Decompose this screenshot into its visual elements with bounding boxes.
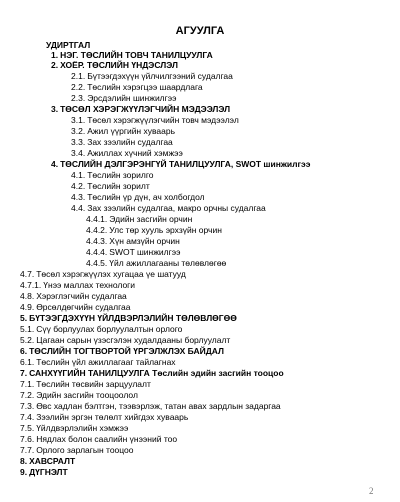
- toc-entry-text: Төслийн зорилго: [87, 170, 154, 180]
- toc-entry-number: 2.3.: [71, 93, 86, 103]
- toc-entry-number: 5.2.: [20, 335, 35, 345]
- toc-entry[interactable]: [71, 192, 205, 202]
- toc-entry[interactable]: [20, 401, 281, 411]
- toc-entry-number: 3.: [51, 104, 59, 114]
- toc-entry[interactable]: [51, 159, 310, 169]
- toc-entry-text: Нядлах болон саалийн үнээний тоо: [36, 434, 178, 444]
- toc-entry[interactable]: [51, 50, 213, 60]
- toc-entry[interactable]: [20, 302, 130, 312]
- toc-entry-text: УДИРТГАЛ: [46, 40, 91, 50]
- toc-entry-text: ХОЁР. ТӨСЛИЙН ҮНДЭСЛЭЛ: [60, 60, 178, 70]
- toc-entry[interactable]: [71, 203, 266, 213]
- toc-entry-text: Эдийн засгийн орчин: [109, 214, 193, 224]
- toc-entry-number: 9.: [20, 467, 28, 477]
- toc-entry-text: Өрсөлдөгчийн судалгаа: [36, 302, 131, 312]
- toc-entry-text: Үйлдвэрлэлийн хэмжээ: [36, 423, 129, 433]
- toc-entry[interactable]: [20, 280, 135, 290]
- toc-entry-number: 4.4.5.: [86, 258, 108, 268]
- toc-entry[interactable]: [86, 236, 180, 246]
- toc-entry[interactable]: [51, 60, 178, 70]
- toc-entry[interactable]: [71, 115, 239, 125]
- toc-entry[interactable]: [20, 368, 284, 378]
- toc-entry-number: 4.4.4.: [86, 247, 108, 257]
- toc-entry-number: 4.1.: [71, 170, 86, 180]
- toc-entry-number: 3.4.: [71, 148, 86, 158]
- toc-entry-number: 1.: [51, 50, 59, 60]
- toc-entry-number: 2.: [51, 60, 59, 70]
- toc-entry[interactable]: [71, 170, 153, 180]
- toc-entry-text: Төслийн хэрэгцээ шаардлага: [87, 82, 203, 92]
- toc-entry[interactable]: [20, 313, 237, 323]
- toc-entry[interactable]: [20, 434, 177, 444]
- toc-entry-number: 7.2.: [20, 390, 35, 400]
- toc-entry-number: 4.4.2.: [86, 225, 108, 235]
- toc-entry[interactable]: [86, 247, 180, 257]
- toc-entry-text: ТӨСӨЛ ХЭРЭГЖҮҮЛЭГЧИЙН МЭДЭЭЛЭЛ: [60, 104, 231, 114]
- toc-entry[interactable]: [71, 148, 183, 158]
- toc-entry-number: 8.: [20, 456, 28, 466]
- toc-entry-number: 7.5.: [20, 423, 35, 433]
- toc-entry-text: ДҮГНЭЛТ: [29, 467, 68, 477]
- toc-entry-number: 4.4.1.: [86, 214, 108, 224]
- toc-entry-text: Сүү борлуулах борлуулалтын орлого: [36, 324, 183, 334]
- toc-entry-number: 4.8.: [20, 291, 35, 301]
- toc-entry[interactable]: [20, 412, 188, 422]
- toc-entry-text: Хэрэглэгчийн судалгаа: [36, 291, 127, 301]
- toc-entry-number: 4.: [51, 159, 59, 169]
- toc-entry-text: Ажил үүргийн хуваарь: [87, 126, 176, 136]
- toc-entry-text: Бүтээгдэхүүн үйлчилгээний судалгаа: [87, 71, 233, 81]
- toc-entry-text: ТӨСЛИЙН ДЭЛГЭРЭНГҮЙ ТАНИЛЦУУЛГА, SWOT шинжилгээ: [60, 159, 311, 169]
- toc-entry[interactable]: [71, 137, 173, 147]
- toc-entry-number: 4.4.3.: [86, 236, 108, 246]
- toc-entry-text: Өвс хадлан бэлтгэн, тээвэрлэж, татан авах зардлын задаргаа: [36, 401, 281, 411]
- toc-entry[interactable]: [20, 445, 134, 455]
- toc-entry[interactable]: [71, 82, 203, 92]
- toc-entry-text: Орлого зарлагын тооцоо: [36, 445, 134, 455]
- toc-entry-number: 7.: [20, 368, 28, 378]
- toc-entry[interactable]: [20, 324, 182, 334]
- toc-entry-number: 2.2.: [71, 82, 86, 92]
- toc-entry-text: БҮТЭЭГДЭХҮҮН ҮЙЛДВЭРЛЭЛИЙН ТӨЛӨВЛӨГӨӨ: [29, 313, 237, 323]
- toc-entry[interactable]: [71, 126, 175, 136]
- toc-entry[interactable]: [20, 390, 138, 400]
- toc-entry-number: 7.7.: [20, 445, 35, 455]
- toc-entry-number: 7.6.: [20, 434, 35, 444]
- toc-entry-number: 5.1.: [20, 324, 35, 334]
- toc-entry-number: 3.2.: [71, 126, 86, 136]
- toc-entry-number: 6.1.: [20, 357, 35, 367]
- toc-entry-number: 4.7.1.: [20, 280, 42, 290]
- toc-entry-number: 3.1.: [71, 115, 86, 125]
- toc-entry-number: 4.2.: [71, 181, 86, 191]
- toc-entry-text: Төсөл хэрэгжүүлэгчийн товч мэдээлэл: [87, 115, 239, 125]
- toc-entry[interactable]: [20, 379, 151, 389]
- toc-entry-text: Зээлийн эргэн төлөлт хийгдэх хуваарь: [36, 412, 189, 422]
- toc-entry-text: НЭГ. ТӨСЛИЙН ТОВЧ ТАНИЛЦУУЛГА: [60, 50, 213, 60]
- toc-entry-text: Цагаан сарын үзэсгэлэн худалдааны борлуулалт: [36, 335, 231, 345]
- toc-entry-text: Ажиллах хүчний хэмжээ: [87, 148, 183, 158]
- toc-entry-text: ХАВСРАЛТ: [29, 456, 76, 466]
- toc-entry[interactable]: [20, 456, 75, 466]
- toc-entry-text: Зах зээлийн судалгаа, макро орчны судалгаа: [87, 203, 266, 213]
- toc-entry-text: Зах зээлийн судалгаа: [87, 137, 173, 147]
- toc-entry[interactable]: [46, 40, 90, 50]
- toc-entry-text: Үйл ажиллагааны төлөвлөгөө: [109, 258, 227, 268]
- toc-entry-text: Хүн амзүйн орчин: [109, 236, 180, 246]
- toc-entry-number: 4.9.: [20, 302, 35, 312]
- toc-entry-number: 6.: [20, 346, 28, 356]
- toc-entry-number: 4.7.: [20, 269, 35, 279]
- toc-entry-number: 4.3.: [71, 192, 86, 202]
- toc-entry-text: ТӨСЛИЙН ТОГТВОРТОЙ ҮРГЭЛЖЛЭХ БАЙДАЛ: [29, 346, 224, 356]
- toc-entry[interactable]: [86, 258, 226, 268]
- page-number: 2: [369, 486, 374, 496]
- toc-entry[interactable]: [86, 214, 192, 224]
- toc-entry-number: 7.1.: [20, 379, 35, 389]
- toc-entry[interactable]: [71, 181, 150, 191]
- toc-entry-text: Төсөл хэрэгжүүлэх хугацаа үе шатууд: [36, 269, 186, 279]
- toc-entry[interactable]: [20, 346, 224, 356]
- toc-entry[interactable]: [20, 423, 128, 433]
- toc-title: АГУУЛГА: [175, 25, 225, 37]
- toc-entry-text: Улс төр хууль эрхзүйн орчин: [109, 225, 222, 235]
- toc-entry-text: Эрсдэлийн шинжилгээ: [87, 93, 177, 103]
- toc-entry[interactable]: [51, 104, 230, 114]
- toc-entry-text: САНХҮҮГИЙН ТАНИЛЦУУЛГА Төслийн эдийн засгийн тооцоо: [29, 368, 284, 378]
- toc-entry-text: Үнээ маллах технологи: [43, 280, 136, 290]
- toc-entry-text: Төслийн үйл ажиллагааг тайлагнах: [36, 357, 176, 367]
- toc-entry[interactable]: [86, 225, 222, 235]
- toc-entry-text: Төслийн төсвийн зарцуулалт: [36, 379, 151, 389]
- toc-entry[interactable]: [20, 335, 230, 345]
- toc-entry-text: Эдийн засгийн тооцоолол: [36, 390, 138, 400]
- toc-entry-number: 2.1.: [71, 71, 86, 81]
- toc-entry-text: Төслийн үр дүн, ач холбогдол: [87, 192, 205, 202]
- toc-entry-number: 5.: [20, 313, 28, 323]
- toc-entry[interactable]: [20, 291, 127, 301]
- toc-entry-number: 3.3.: [71, 137, 86, 147]
- toc-entry[interactable]: [71, 71, 233, 81]
- toc-entry-number: 4.4.: [71, 203, 86, 213]
- toc-entry[interactable]: [20, 357, 176, 367]
- toc-entry[interactable]: [20, 467, 68, 477]
- toc-entry-number: 7.3.: [20, 401, 35, 411]
- toc-entry-text: Төслийн зорилт: [87, 181, 150, 191]
- toc-entry[interactable]: [20, 269, 186, 279]
- toc-entry[interactable]: [71, 93, 176, 103]
- toc-entry-text: SWOT шинжилгээ: [109, 247, 181, 257]
- toc-entry-number: 7.4.: [20, 412, 35, 422]
